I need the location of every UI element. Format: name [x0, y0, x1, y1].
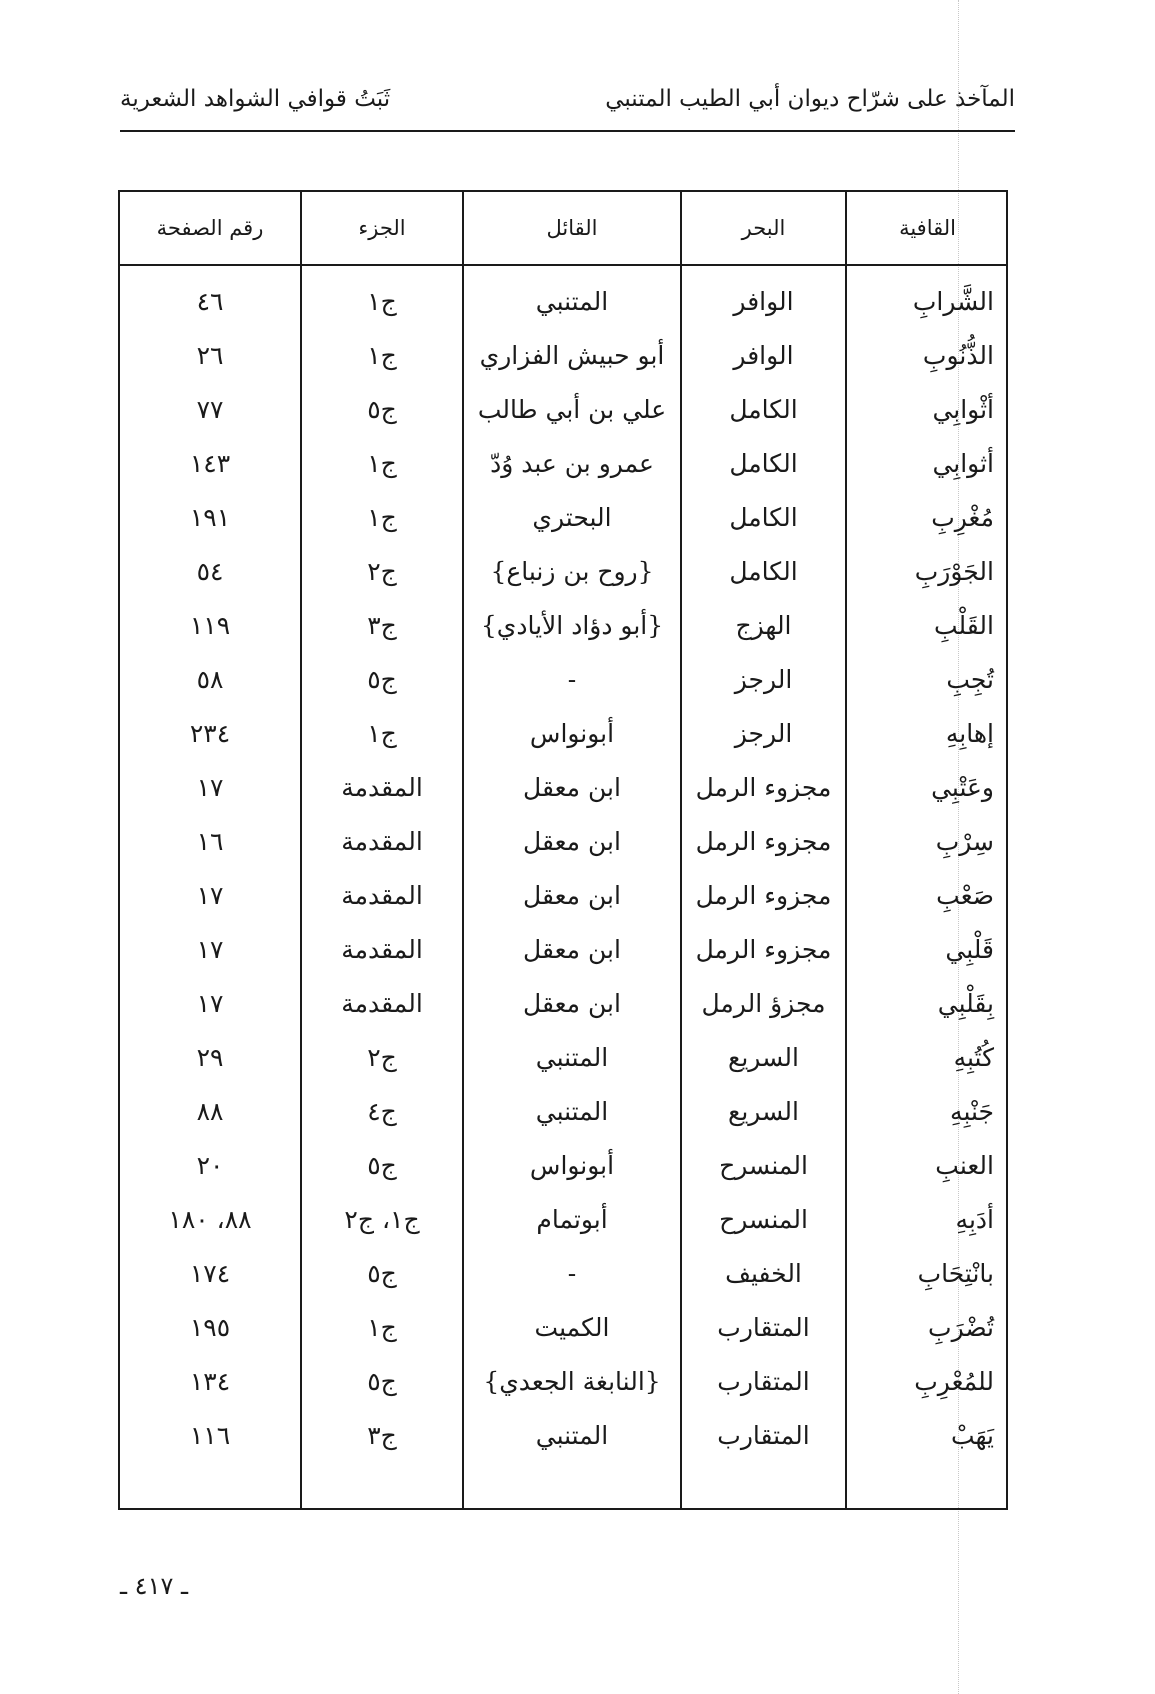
cell-volume: المقدمة: [341, 934, 423, 964]
cell-rhyme: للمُعْرِبِ: [914, 1366, 994, 1396]
cell-page: ١٧: [196, 934, 224, 964]
cell-meter: الكامل: [729, 448, 798, 478]
running-header: [120, 86, 1015, 126]
table-row: [120, 1408, 1006, 1462]
table-row: [120, 1246, 1006, 1300]
cell-poet: أبونواس: [529, 718, 615, 748]
cell-meter: مجزوء الرمل: [695, 934, 832, 964]
table-row: [120, 274, 1006, 328]
cell-volume: ج٥: [367, 394, 397, 424]
table-row: [120, 814, 1006, 868]
cell-poet: أبو حبيش الفزاري: [479, 340, 665, 370]
cell-volume: المقدمة: [341, 988, 423, 1018]
cell-page: ٢٠: [196, 1150, 224, 1180]
cell-poet: علي بن أبي طالب: [477, 394, 667, 424]
cell-poet: {روح بن زنباع}: [490, 556, 654, 586]
cell-meter: المتقارب: [717, 1420, 810, 1450]
cell-page: ٤٦: [196, 286, 224, 316]
table-row: [120, 1084, 1006, 1138]
section-title: ثَبَتُ قوافي الشواهد الشعرية: [120, 86, 391, 112]
table-row: [120, 976, 1006, 1030]
cell-meter: مجزوء الرمل: [695, 826, 832, 856]
cell-poet: المتنبي: [535, 1096, 609, 1126]
cell-volume: ج١: [367, 718, 397, 748]
cell-rhyme: القَلْبِ: [933, 610, 994, 640]
cell-meter: الخفيف: [725, 1258, 802, 1288]
table-row: [120, 922, 1006, 976]
cell-poet: ابن معقل: [523, 934, 621, 964]
column-header-meter: البحر: [741, 216, 786, 240]
table-row: [120, 1354, 1006, 1408]
cell-page: ٨٨، ١٨٠: [168, 1204, 252, 1234]
cell-page: ٥٤: [196, 556, 224, 586]
table-row: [120, 1030, 1006, 1084]
cell-volume: المقدمة: [341, 772, 423, 802]
cell-volume: ج٣: [367, 610, 397, 640]
cell-poet: أبوتمام: [536, 1204, 608, 1234]
table-row: [120, 1300, 1006, 1354]
cell-meter: الهزج: [735, 610, 792, 640]
cell-poet: ابن معقل: [523, 880, 621, 910]
cell-rhyme: صَعْبِ: [936, 880, 994, 910]
table-row: [120, 760, 1006, 814]
cell-volume: ج٢: [367, 556, 397, 586]
table-row: [120, 1192, 1006, 1246]
cell-rhyme: العنبِ: [935, 1150, 994, 1180]
header-row-rule: [120, 264, 1006, 266]
cell-rhyme: جَنْبِهِ: [950, 1096, 994, 1126]
table-row: [120, 544, 1006, 598]
header-rule: [120, 130, 1015, 132]
cell-meter: السريع: [728, 1042, 799, 1072]
cell-rhyme: الجَوْرَبِ: [914, 556, 994, 586]
cell-rhyme: بانْتِحَابِ: [917, 1258, 994, 1288]
cell-volume: ج١: [367, 286, 397, 316]
cell-meter: الوافر: [733, 286, 794, 316]
cell-page: ٢٦: [196, 340, 224, 370]
cell-poet: ابن معقل: [523, 988, 621, 1018]
cell-page: ٢٩: [196, 1042, 224, 1072]
cell-poet: ابن معقل: [523, 826, 621, 856]
cell-page: ٥٨: [196, 664, 224, 694]
cell-rhyme: أدَبِهِ: [955, 1204, 994, 1234]
cell-poet: المتنبي: [535, 1420, 609, 1450]
cell-poet: -: [567, 1258, 577, 1288]
cell-page: ١١٩: [189, 610, 231, 640]
cell-page: ١٩٥: [189, 1312, 231, 1342]
rhyme-index-table: [118, 190, 1008, 1510]
table-row: [120, 652, 1006, 706]
cell-meter: السريع: [728, 1096, 799, 1126]
table-row: [120, 706, 1006, 760]
cell-poet: -: [567, 664, 577, 694]
cell-poet: المتنبي: [535, 1042, 609, 1072]
cell-meter: الكامل: [729, 556, 798, 586]
cell-page: ١٣٤: [189, 1366, 231, 1396]
cell-rhyme: الذُّنُوبِ: [922, 340, 994, 370]
cell-meter: مجزوء الرمل: [695, 772, 832, 802]
column-header-rhyme: القافية: [899, 216, 956, 240]
cell-poet: ابن معقل: [523, 772, 621, 802]
cell-page: ١٤٣: [189, 448, 231, 478]
cell-volume: ج١: [367, 1312, 397, 1342]
cell-rhyme: أثوابِي: [932, 448, 994, 478]
cell-rhyme: أثْوابِي: [932, 394, 994, 424]
cell-poet: أبونواس: [529, 1150, 615, 1180]
cell-poet: {أبو دؤاد الأيادي}: [480, 610, 664, 640]
cell-volume: ج١، ج٢: [344, 1204, 420, 1234]
cell-volume: ج٣: [367, 1420, 397, 1450]
cell-volume: ج٥: [367, 1150, 397, 1180]
column-header-volume: الجزء: [358, 216, 406, 240]
table-row: [120, 328, 1006, 382]
cell-rhyme: يَهَبْ: [950, 1420, 994, 1450]
cell-volume: ج١: [367, 448, 397, 478]
cell-meter: الكامل: [729, 394, 798, 424]
table-row: [120, 382, 1006, 436]
table-row: [120, 436, 1006, 490]
cell-rhyme: وعَتْبِي: [931, 772, 994, 802]
cell-meter: الكامل: [729, 502, 798, 532]
cell-meter: الرجز: [734, 664, 793, 694]
cell-poet: المتنبي: [535, 286, 609, 316]
cell-meter: الرجز: [734, 718, 793, 748]
cell-rhyme: كُتُبِهِ: [953, 1042, 994, 1072]
cell-meter: المنسرح: [719, 1150, 808, 1180]
table-row: [120, 490, 1006, 544]
cell-page: ١٧٤: [189, 1258, 231, 1288]
cell-poet: {النابغة الجعدي}: [483, 1366, 661, 1396]
cell-volume: ج١: [367, 340, 397, 370]
cell-volume: ج٥: [367, 664, 397, 694]
cell-page: ٢٣٤: [189, 718, 231, 748]
cell-meter: مجزوء الرمل: [695, 880, 832, 910]
cell-page: ١٧: [196, 880, 224, 910]
column-header-page: رقم الصفحة: [156, 216, 264, 240]
cell-meter: المتقارب: [717, 1366, 810, 1396]
cell-rhyme: بِقَلْبِي: [937, 988, 994, 1018]
cell-volume: المقدمة: [341, 880, 423, 910]
table-row: [120, 598, 1006, 652]
cell-meter: مجزؤ الرمل: [701, 988, 826, 1018]
cell-volume: ج١: [367, 502, 397, 532]
cell-rhyme: إهابِهِ: [945, 718, 994, 748]
book-title: المآخذ على شرّاح ديوان أبي الطيب المتنبي: [605, 86, 1015, 112]
cell-page: ١٧: [196, 772, 224, 802]
cell-poet: الكميت: [534, 1312, 610, 1342]
cell-page: ٧٧: [196, 394, 224, 424]
cell-rhyme: تُضْرَبِ: [928, 1312, 994, 1342]
cell-poet: البحتري: [532, 502, 612, 532]
cell-rhyme: الشَّرابِ: [912, 286, 994, 316]
table-row: [120, 868, 1006, 922]
cell-page: ١٧: [196, 988, 224, 1018]
cell-rhyme: مُغْرِبِ: [931, 502, 994, 532]
cell-volume: ج٤: [367, 1096, 397, 1126]
cell-volume: ج٥: [367, 1258, 397, 1288]
cell-page: ١١٦: [189, 1420, 231, 1450]
cell-page: ١٦: [196, 826, 224, 856]
cell-rhyme: تُجِبِ: [946, 664, 994, 694]
cell-volume: ج٢: [367, 1042, 397, 1072]
cell-rhyme: قَلْبِي: [945, 934, 994, 964]
column-header-poet: القائل: [546, 216, 598, 240]
cell-volume: المقدمة: [341, 826, 423, 856]
page-number: ـ ٤١٧ ـ: [120, 1572, 189, 1600]
table-row: [120, 1138, 1006, 1192]
cell-poet: عمرو بن عبد وُدّ: [490, 448, 654, 478]
cell-page: ٨٨: [196, 1096, 224, 1126]
cell-rhyme: سِرْبِ: [935, 826, 994, 856]
cell-volume: ج٥: [367, 1366, 397, 1396]
cell-meter: المنسرح: [719, 1204, 808, 1234]
cell-meter: المتقارب: [717, 1312, 810, 1342]
cell-page: ١٩١: [189, 502, 231, 532]
cell-meter: الوافر: [733, 340, 794, 370]
